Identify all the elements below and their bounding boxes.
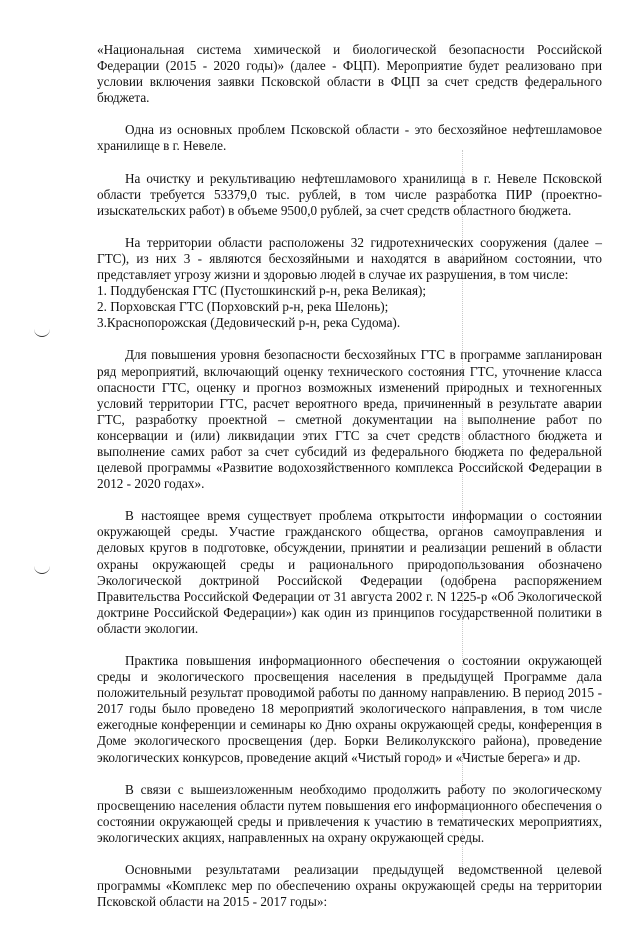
paragraph-fcp-continuation: «Национальная система химической и биологической безопасности Российской Федерации (2015 - 2020 годы)» (далее - ФЦП). Мероприятие будет реализовано при условии включения заявки Псковской области в ФЦП за счет средств федерального бюджета. [97, 42, 602, 106]
paragraph-continue-work: В связи с вышеизложенным необходимо продолжить работу по экологическому просвещению населения области путем повышения его информационного обеспечения о состоянии окружающей среды и привлечения к участию в тематических мероприятиях, экологических акциях, направленных на охрану окружающей среды. [97, 781, 602, 845]
paragraph-information-openness: В настоящее время существует проблема открытости информации о состоянии окружающей среды. Участие гражданского общества, органов самоуправления и деловых кругов в подготовке, обсуждении, принятии и реализации решений в области охраны окружающей среды и рационального природопользования обозначено Экологической доктриной Российской Федерации (одобрена распоряжением Правительства Российской Федерации от 31 августа 2002 г. N 1225-р «Об Экологической доктрине Российской Федерации») как один из принципов государственной политики в области экологии. [97, 508, 602, 636]
binder-hole-mark [34, 565, 50, 574]
document-body [97, 42, 602, 926]
list-item: 1. Поддубенская ГТС (Пустошкинский р-н, река Великая); [97, 283, 427, 299]
paragraph-nevel-storage-problem: Одна из основных проблем Псковской области - это бесхозяйное нефтешламовое хранилище в г. Невеле. [97, 122, 602, 154]
hydraulic-structures-list [97, 283, 602, 331]
paragraph-hydraulic-structures: На территории области расположены 32 гидротехнических сооружения (далее – ГТС), из них 3 - являются бесхозяйными и находятся в аварийном состоянии, что представляет угрозу жизни и здоровью людей в случае их разрушения, в том числе: [97, 234, 602, 283]
paragraph-education-practice: Практика повышения информационного обеспечения о состоянии окружающей среды и экологического просвещения населения в предыдущей Программе дала положительный результат проводимой работы по данному направлению. В период 2015 - 2017 годы было проведено 18 мероприятий экологического направления, в том числе ежегодные конференции и семинары ко Дню охраны окружающей среды, конференция в Доме экологического просвещения (дер. Борки Великолукского района), проведение экологических конкурсов, проведение акций «Чистый город» и «Чистые берега» и др. [97, 653, 602, 765]
list-item: 3.Краснопорожская (Дедовический р-н, река Судома). [97, 315, 401, 331]
paragraph-nevel-cleanup-cost: На очистку и рекультивацию нефтешламового хранилища в г. Невеле Псковской области требуется 53379,0 тыс. рублей, в том числе разработка ПИР (проектно-изыскательских работ) в объеме 9500,0 рублей, за счет средств областного бюджета. [97, 170, 602, 218]
list-item: 2. Порховская ГТС (Порховский р-н, река Шелонь); [97, 299, 389, 315]
paragraph-main-results: Основными результатами реализации предыдущей ведомственной целевой программы «Комплекс мер по обеспечению охраны окружающей среды на территории Псковской области на 2015 - 2017 годы»: [97, 862, 602, 910]
binder-hole-mark [34, 328, 50, 337]
paragraph-safety-measures: Для повышения уровня безопасности бесхозяйных ГТС в программе запланирован ряд мероприятий, включающий оценку технического состояния ГТС, уточнение класса опасности ГТС, оценку и прогноз возможных изменений природных и техногенных условий территории ГТС, расчет вероятного вреда, причиненный в результате аварии ГТС, разработку проектной – сметной документации на выполнение работ по консервации и (или) ликвидации этих ГТС за счет средств областного бюджета и выполнение самих работ за счет субсидий из федерального бюджета по федеральной целевой программы «Развитие водохозяйственного комплекса Российской Федерации в 2012 - 2020 годах». [97, 347, 602, 492]
